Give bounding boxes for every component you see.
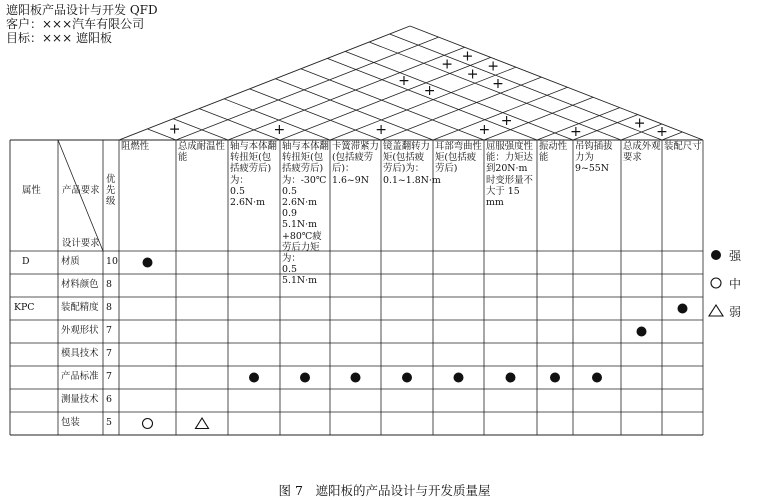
row-requirement: 外观形状 [61, 325, 99, 336]
strong-relation-mark [678, 304, 688, 314]
roof-correlation-symbol: + [423, 83, 436, 100]
legend-label: 弱 [729, 305, 742, 319]
legend-weak-symbol [709, 305, 723, 316]
design-requirement-header: 吊钩插拔力为 9~55N [575, 141, 613, 175]
legend-medium-symbol [711, 278, 721, 288]
roof-grid-line [173, 119, 228, 140]
design-requirement-header: 卡簧滞紧力(包括疲劳后)： 1.6~9N [332, 141, 379, 186]
row-attribute: KPC [14, 302, 35, 313]
roof-correlation-symbol: + [492, 76, 504, 93]
roof-correlation-symbol: + [656, 123, 668, 140]
medium-relation-mark [143, 419, 153, 429]
strong-relation-mark [550, 373, 560, 383]
roof-correlation-symbol: + [500, 113, 513, 130]
row-attribute: D [22, 256, 30, 267]
roof-correlation-symbol: + [375, 121, 388, 138]
design-requirement-header: 总成耐温性能 [178, 141, 225, 164]
row-requirement: 测量技术 [61, 394, 99, 405]
row-requirement: 包装 [61, 417, 80, 428]
roof-correlation-symbol: + [168, 121, 181, 138]
strong-relation-mark [300, 373, 310, 383]
legend-strong-symbol [711, 250, 721, 260]
roof-correlation-symbol: + [398, 73, 410, 90]
roof-correlation-symbol: + [273, 122, 286, 139]
strong-relation-mark [454, 373, 464, 383]
strong-relation-mark [143, 258, 153, 268]
design-requirements-header: 设计要求 [62, 238, 100, 249]
strong-relation-mark [249, 373, 259, 383]
roof-grid-line [573, 115, 638, 140]
roof-grid-line [301, 69, 484, 140]
priority-header: 优 先 级 [106, 174, 116, 207]
design-requirement-header: 轴与本体翻转扭矩(包括疲劳后)为： 0.5 2.6N·m [230, 141, 277, 209]
design-requirement-header: 阻燃性 [121, 141, 150, 152]
row-requirement: 装配精度 [61, 302, 99, 313]
figure-caption: 图 7 遮阳板的产品设计与开发质量屋 [278, 483, 491, 498]
design-requirement-header: 总成外观要求 [623, 141, 661, 164]
product-requirements-header: 产品要求 [62, 185, 100, 196]
row-priority: 6 [106, 394, 112, 405]
target-line: 目标：××× 遮阳板 [6, 31, 112, 45]
design-requirement-header: 屈服强度性能：力矩达到20N·m 时变形量不大于 15 mm [486, 141, 533, 209]
legend-label: 中 [729, 277, 742, 291]
row-priority: 5 [106, 417, 112, 428]
strong-relation-mark [351, 373, 361, 383]
row-priority: 7 [106, 325, 112, 336]
roof-correlation-symbol: + [441, 56, 453, 73]
design-requirement-header: 装配尺寸 [664, 141, 702, 152]
row-requirement: 材料颜色 [61, 279, 99, 290]
strong-relation-mark [506, 373, 516, 383]
legend-label: 强 [729, 249, 742, 263]
design-requirement-header: 振动性能 [539, 141, 568, 164]
design-requirement-header: 耳部弯曲性矩(包括疲劳后) [435, 141, 482, 175]
roof-correlation-symbol: + [633, 115, 646, 132]
row-priority: 7 [106, 371, 112, 382]
roof-correlation-symbol: + [461, 48, 474, 65]
roof-left-edge [119, 26, 410, 140]
customer-line: 客户：×××汽车有限公司 [6, 17, 145, 31]
document-title: 遮阳板产品设计与开发 QFD [6, 3, 158, 17]
attribute-header: 属性 [22, 185, 41, 196]
roof-right-edge [410, 26, 703, 140]
row-priority: 10 [106, 256, 118, 267]
row-requirement: 材质 [61, 256, 80, 267]
row-priority: 7 [106, 348, 112, 359]
row-priority: 8 [106, 302, 112, 313]
design-requirement-header: 镜盖翻转力矩(包括疲劳后)为： 0.1~1.8N·m [383, 141, 441, 186]
roof-correlation-symbol: + [570, 123, 582, 140]
row-requirement: 模具技术 [61, 348, 99, 359]
roof-correlation-symbol: + [487, 58, 499, 75]
strong-relation-mark [402, 373, 412, 383]
row-requirement: 产品标准 [61, 371, 99, 382]
weak-relation-mark [196, 418, 209, 429]
row-priority: 8 [106, 279, 112, 290]
design-requirement-header: 轴与本体翻转扭矩(包括疲劳后) 为：-30℃ 0.5 2.6N·m 0.9 5.1N·m +80℃疲劳后力矩为： 0.5 5.1N·m [282, 141, 329, 287]
strong-relation-mark [637, 327, 647, 337]
roof-correlation-symbol: + [466, 66, 479, 83]
roof-correlation-symbol: + [478, 121, 491, 138]
strong-relation-mark [592, 373, 602, 383]
roof-grid-line [250, 89, 381, 140]
